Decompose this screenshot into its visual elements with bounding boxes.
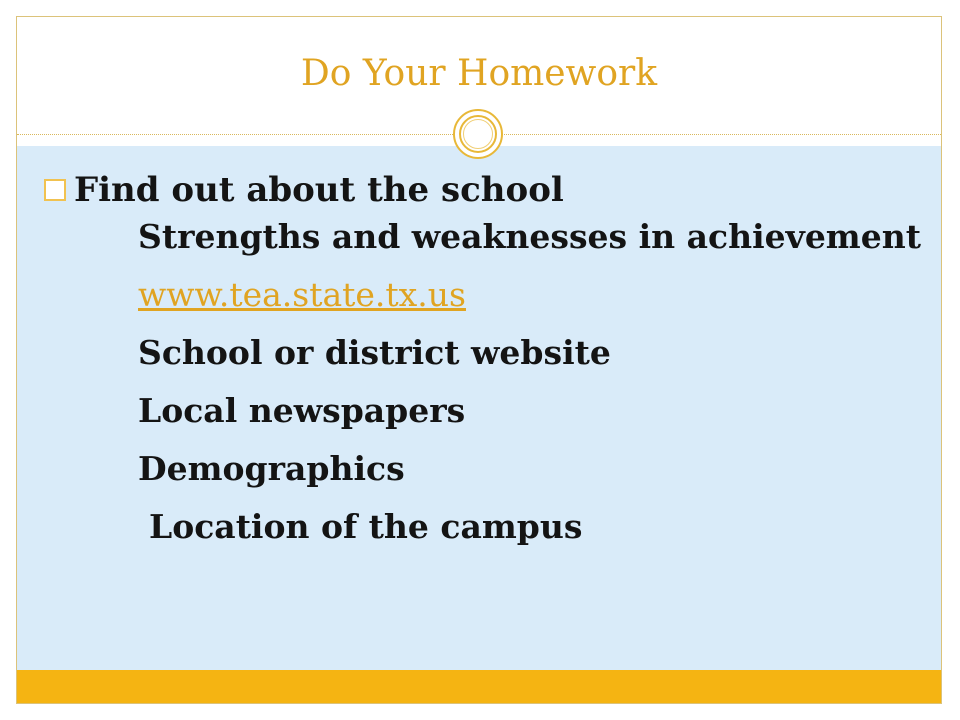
circle-ornament-icon: [453, 109, 503, 159]
sub-item-newspapers: Local newspapers: [138, 391, 466, 430]
bullet-heading: [44, 168, 564, 212]
slide-title: Do Your Homework: [300, 53, 658, 94]
bottom-accent-bar: [17, 670, 941, 703]
sub-item-district-website: School or district website: [138, 333, 611, 372]
sub-item-list: [138, 217, 928, 568]
square-bullet-icon: [44, 179, 66, 201]
sub-item-strengths: Strengths and weaknesses in achievement: [138, 217, 921, 256]
tea-website-link[interactable]: www.tea.state.tx.us: [138, 275, 466, 314]
sub-item-demographics: Demographics: [138, 449, 405, 488]
sub-item-location: Location of the campus: [149, 507, 583, 546]
bullet-text: Find out about the school: [74, 170, 564, 210]
